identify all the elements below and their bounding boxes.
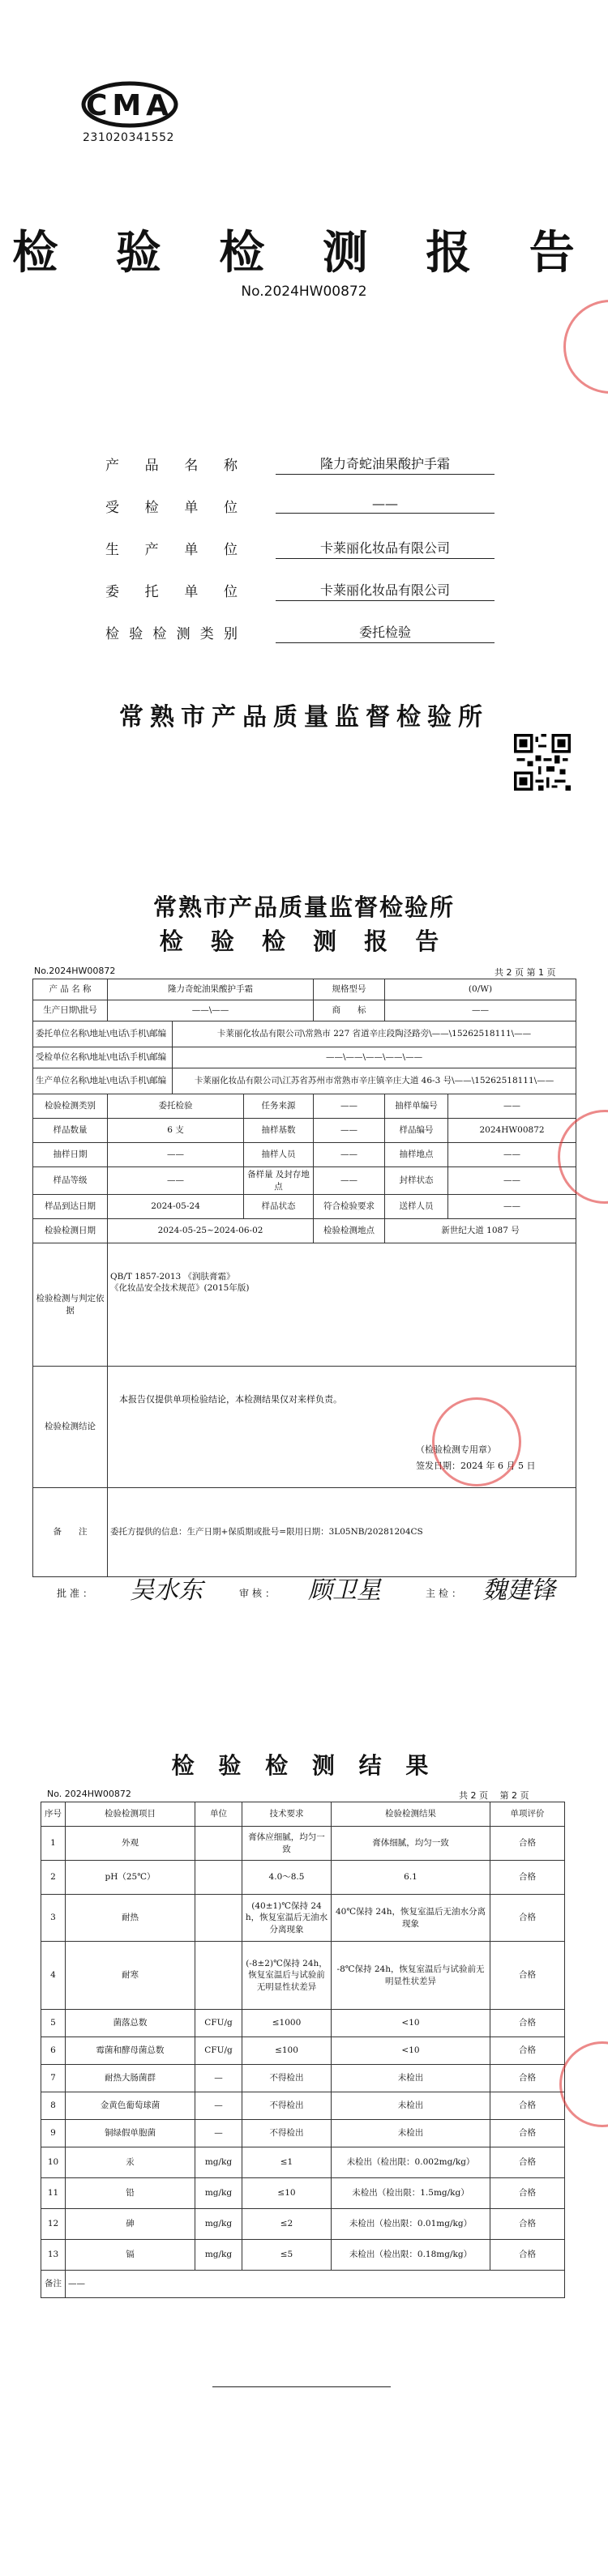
cell-label: 检验检测与判定依据 bbox=[33, 1243, 108, 1367]
cell-item: 耐热大肠菌群 bbox=[66, 2065, 195, 2092]
cell-label: 检验检测类别 bbox=[33, 1094, 108, 1119]
cell-result: 40℃保持 24h，恢复室温后无油水分离现象 bbox=[332, 1895, 490, 1942]
field-client bbox=[105, 580, 503, 604]
cell-unit: mg/kg bbox=[195, 2240, 242, 2271]
issue-date: 签发日期：2024 年 6 月 5 日 bbox=[416, 1461, 536, 1471]
cell-unit bbox=[195, 1827, 242, 1861]
red-seal-stamp bbox=[432, 1397, 521, 1486]
main-inspector-signature: 魏建锋 bbox=[482, 1576, 555, 1605]
cell-label: 样品状态 bbox=[244, 1195, 314, 1219]
cell-evaluation: 合格 bbox=[490, 1942, 565, 2010]
column-header: 检验检测项目 bbox=[66, 1802, 195, 1827]
field-value: 卡莱丽化妆品有限公司 bbox=[276, 580, 495, 601]
cell-value: ——\——\——\——\—— bbox=[173, 1047, 576, 1068]
cell-requirement: 4.0～8.5 bbox=[242, 1861, 332, 1895]
cell-result: -8℃保持 24h，恢复室温后与试验前无明显性状差异 bbox=[332, 1942, 490, 2010]
cell-label: 样品编号 bbox=[385, 1119, 448, 1143]
cell-evaluation: 合格 bbox=[490, 2240, 565, 2271]
cell-no: 8 bbox=[41, 2092, 66, 2120]
report-info-table bbox=[32, 979, 576, 1577]
conclusion-cell bbox=[108, 1367, 576, 1488]
svg-text:CMA: CMA bbox=[85, 89, 174, 122]
report-number: No.2024HW00872 bbox=[241, 284, 367, 300]
cell-no: 12 bbox=[41, 2209, 66, 2240]
table-row bbox=[41, 2240, 565, 2271]
table-row bbox=[41, 2178, 565, 2209]
cell-value: ——\—— bbox=[108, 1000, 314, 1021]
cell-no: 5 bbox=[41, 2010, 66, 2037]
cell-evaluation: 合格 bbox=[490, 1861, 565, 1895]
cell-evaluation: 合格 bbox=[490, 2147, 565, 2178]
cell-label: 受检单位名称\地址\电话\手机\邮编 bbox=[33, 1047, 173, 1068]
cell-evaluation: 合格 bbox=[490, 2209, 565, 2240]
cell-result: 膏体细腻，均匀一致 bbox=[332, 1827, 490, 1861]
cma-logo bbox=[81, 81, 178, 128]
field-value: 隆力奇蛇油果酸护手霜 bbox=[276, 454, 495, 475]
cell-value: —— bbox=[314, 1167, 385, 1195]
cell-label: 产 品 名 称 bbox=[33, 979, 108, 1000]
cell-value: —— bbox=[448, 1195, 576, 1219]
cell-value: —— bbox=[448, 1167, 576, 1195]
cell-requirement: ≤1 bbox=[242, 2147, 332, 2178]
cell-requirement: (-8±2)℃保持 24h，恢复室温后与试验前无明显性状差异 bbox=[242, 1942, 332, 2010]
cell-label: 任务来源 bbox=[244, 1094, 314, 1119]
cell-label: 检验检测结论 bbox=[33, 1367, 108, 1488]
cell-no: 7 bbox=[41, 2065, 66, 2092]
cell-result: <10 bbox=[332, 2010, 490, 2037]
field-label: 生 产 单 位 bbox=[105, 542, 239, 558]
field-label: 产 品 名 称 bbox=[105, 458, 239, 474]
table-row bbox=[41, 2092, 565, 2120]
report-number: No.2024HW00872 bbox=[34, 966, 116, 976]
cell-unit: mg/kg bbox=[195, 2209, 242, 2240]
cell-value: —— bbox=[108, 1143, 244, 1167]
cell-unit bbox=[195, 1861, 242, 1895]
field-label: 委 托 单 位 bbox=[105, 584, 239, 600]
cell-label: 样品数量 bbox=[33, 1119, 108, 1143]
cell-value: —— bbox=[314, 1119, 385, 1143]
field-value: 委托检验 bbox=[276, 622, 495, 643]
table-row bbox=[33, 1167, 576, 1195]
table-row bbox=[41, 1827, 565, 1861]
cell-evaluation: 合格 bbox=[490, 2037, 565, 2065]
report-number: No. 2024HW00872 bbox=[47, 1789, 131, 1799]
cell-result: 未检出（检出限：0.01mg/kg） bbox=[332, 2209, 490, 2240]
cell-result: 未检出 bbox=[332, 2065, 490, 2092]
field-label: 检验检测类别 bbox=[105, 626, 239, 642]
cell-label: 抽样人员 bbox=[244, 1143, 314, 1167]
institution-name: 常熟市产品质量监督检验所 bbox=[119, 703, 489, 731]
cell-label: 商 标 bbox=[314, 1000, 385, 1021]
field-product-name bbox=[105, 454, 503, 478]
cell-value: 2024-05-24 bbox=[108, 1195, 244, 1219]
cell-label: 样品等级 bbox=[33, 1167, 108, 1195]
cell-evaluation: 合格 bbox=[490, 2065, 565, 2092]
cell-item: 外观 bbox=[66, 1827, 195, 1861]
cell-no: 10 bbox=[41, 2147, 66, 2178]
cell-value: —— bbox=[385, 1000, 576, 1021]
cell-value: —— bbox=[314, 1094, 385, 1119]
cell-evaluation: 合格 bbox=[490, 1895, 565, 1942]
cell-value: —— bbox=[448, 1143, 576, 1167]
cell-unit bbox=[195, 1942, 242, 2010]
cell-requirement: ≤100 bbox=[242, 2037, 332, 2065]
table-row bbox=[33, 1219, 576, 1243]
cell-value: 2024HW00872 bbox=[448, 1119, 576, 1143]
results-title: 检 验 检 测 结 果 bbox=[171, 1752, 437, 1779]
field-value: —— bbox=[276, 496, 495, 514]
field-producer bbox=[105, 538, 503, 562]
cell-item: 菌落总数 bbox=[66, 2010, 195, 2037]
field-value: 卡莱丽化妆品有限公司 bbox=[276, 538, 495, 559]
table-row bbox=[41, 1895, 565, 1942]
cell-label: 备 注 bbox=[33, 1488, 108, 1577]
cell-item: 霉菌和酵母菌总数 bbox=[66, 2037, 195, 2065]
cell-unit: — bbox=[195, 2065, 242, 2092]
cell-evaluation: 合格 bbox=[490, 2120, 565, 2147]
cell-requirement: ≤10 bbox=[242, 2178, 332, 2209]
column-header: 技术要求 bbox=[242, 1802, 332, 1827]
cell-no: 9 bbox=[41, 2120, 66, 2147]
cell-label: 生产日期\批号 bbox=[33, 1000, 108, 1021]
cell-unit: — bbox=[195, 2092, 242, 2120]
cell-unit: mg/kg bbox=[195, 2178, 242, 2209]
table-row bbox=[41, 2147, 565, 2178]
field-inspection-type bbox=[105, 622, 503, 646]
table-row bbox=[33, 979, 576, 1000]
table-row bbox=[33, 1047, 576, 1068]
cell-value: 2024-05-25~2024-06-02 bbox=[108, 1219, 314, 1243]
cell-label: 检验检测地点 bbox=[314, 1219, 385, 1243]
results-table bbox=[41, 1802, 565, 2298]
review-signature: 顾卫星 bbox=[308, 1576, 381, 1605]
institution-title: 常熟市产品质量监督检验所 bbox=[152, 893, 455, 921]
table-row bbox=[41, 2120, 565, 2147]
cell-value: —— bbox=[314, 1143, 385, 1167]
table-row bbox=[33, 1094, 576, 1119]
cell-unit bbox=[195, 1895, 242, 1942]
column-header: 序号 bbox=[41, 1802, 66, 1827]
table-row bbox=[33, 1243, 576, 1367]
cell-unit: CFU/g bbox=[195, 2037, 242, 2065]
cell-item: 砷 bbox=[66, 2209, 195, 2240]
cell-result: 未检出（检出限：0.18mg/kg） bbox=[332, 2240, 490, 2271]
cell-value: (0/W) bbox=[385, 979, 576, 1000]
basis-standard-2: 《化妆品安全技术规范》(2015年版) bbox=[110, 1283, 250, 1294]
cell-requirement: 不得检出 bbox=[242, 2120, 332, 2147]
table-row bbox=[41, 2065, 565, 2092]
cell-item: 汞 bbox=[66, 2147, 195, 2178]
cell-item: pH（25℃） bbox=[66, 1861, 195, 1895]
field-inspected-unit bbox=[105, 496, 503, 520]
cell-label: 抽样地点 bbox=[385, 1143, 448, 1167]
remark-value: —— bbox=[66, 2271, 565, 2298]
cma-number: 231020341552 bbox=[83, 131, 174, 144]
cell-unit: mg/kg bbox=[195, 2147, 242, 2178]
table-header-row bbox=[41, 1802, 565, 1827]
page-info: 共 2 页 第 2 页 bbox=[459, 1790, 529, 1801]
cell-requirement: 不得检出 bbox=[242, 2092, 332, 2120]
table-row bbox=[33, 1119, 576, 1143]
table-row bbox=[33, 1000, 576, 1021]
red-seal-stamp bbox=[559, 2041, 608, 2127]
cell-requirement: ≤5 bbox=[242, 2240, 332, 2271]
cell-no: 11 bbox=[41, 2178, 66, 2209]
cover-title: 检 验 检 测 报 告 bbox=[12, 226, 596, 279]
cell-label: 生产单位名称\地址\电话\手机\邮编 bbox=[33, 1068, 173, 1094]
cell-value: 卡莱丽化妆品有限公司\常熟市 227 省道辛庄段陶泾路旁\——\15262518111\—— bbox=[173, 1021, 576, 1047]
cell-requirement: ≤1000 bbox=[242, 2010, 332, 2037]
cell-result: 未检出 bbox=[332, 2120, 490, 2147]
cell-unit: CFU/g bbox=[195, 2010, 242, 2037]
cell-item: 铜绿假单胞菌 bbox=[66, 2120, 195, 2147]
cell-evaluation: 合格 bbox=[490, 2178, 565, 2209]
cell-label: 封样状态 bbox=[385, 1167, 448, 1195]
cell-evaluation: 合格 bbox=[490, 2010, 565, 2037]
cell-unit: — bbox=[195, 2120, 242, 2147]
cell-requirement: ≤2 bbox=[242, 2209, 332, 2240]
approve-signature: 吴水东 bbox=[130, 1576, 203, 1605]
remark-label: 备注 bbox=[41, 2271, 66, 2298]
cell-value: —— bbox=[448, 1094, 576, 1119]
report-title: 检 验 检 测 报 告 bbox=[159, 928, 449, 955]
cell-value: 符合检验要求 bbox=[314, 1195, 385, 1219]
column-header: 单项评价 bbox=[490, 1802, 565, 1827]
cell-requirement: (40±1)℃保持 24h，恢复室温后无油水分离现象 bbox=[242, 1895, 332, 1942]
cell-label: 委托单位名称\地址\电话\手机\邮编 bbox=[33, 1021, 173, 1047]
table-row bbox=[41, 2271, 565, 2298]
table-row bbox=[41, 1942, 565, 2010]
table-row bbox=[41, 2010, 565, 2037]
review-label: 审核： bbox=[239, 1588, 279, 1599]
table-row bbox=[33, 1068, 576, 1094]
cell-no: 1 bbox=[41, 1827, 66, 1861]
cell-evaluation: 合格 bbox=[490, 2092, 565, 2120]
cell-value: 隆力奇蛇油果酸护手霜 bbox=[108, 979, 314, 1000]
end-rule bbox=[212, 2386, 391, 2387]
report-page-1 bbox=[0, 842, 608, 1685]
cell-value: —— bbox=[108, 1167, 244, 1195]
report-page-2 bbox=[0, 1685, 608, 2576]
cell-no: 3 bbox=[41, 1895, 66, 1942]
cell-item: 镉 bbox=[66, 2240, 195, 2271]
page-info: 共 2 页 第 1 页 bbox=[495, 967, 556, 978]
basis-standard-1: QB/T 1857-2013 《润肤膏霜》 bbox=[110, 1272, 235, 1282]
cell-label: 样品到达日期 bbox=[33, 1195, 108, 1219]
field-label: 受 检 单 位 bbox=[105, 500, 239, 516]
cell-value: 6 支 bbox=[108, 1119, 244, 1143]
red-seal-stamp bbox=[563, 300, 608, 394]
cell-item: 金黄色葡萄球菌 bbox=[66, 2092, 195, 2120]
cell-no: 4 bbox=[41, 1942, 66, 2010]
cell-item: 耐热 bbox=[66, 1895, 195, 1942]
table-row bbox=[33, 1021, 576, 1047]
cell-label: 检验检测日期 bbox=[33, 1219, 108, 1243]
column-header: 检验检测结果 bbox=[332, 1802, 490, 1827]
cell-value: 新世纪大道 1087 号 bbox=[385, 1219, 576, 1243]
cell-no: 6 bbox=[41, 2037, 66, 2065]
cell-item: 铅 bbox=[66, 2178, 195, 2209]
table-row bbox=[33, 1488, 576, 1577]
cell-label: 抽样基数 bbox=[244, 1119, 314, 1143]
cell-label: 抽样日期 bbox=[33, 1143, 108, 1167]
table-row bbox=[41, 1861, 565, 1895]
table-row bbox=[41, 2209, 565, 2240]
approve-label: 批准： bbox=[57, 1588, 96, 1599]
cell-value: 委托检验 bbox=[108, 1094, 244, 1119]
cell-result: 未检出 bbox=[332, 2092, 490, 2120]
cell-no: 13 bbox=[41, 2240, 66, 2271]
cover-page bbox=[0, 0, 608, 842]
qr-code-icon bbox=[514, 734, 571, 791]
cell-requirement: 膏体应细腻，均匀一致 bbox=[242, 1827, 332, 1861]
table-row bbox=[41, 2037, 565, 2065]
cell-result: 6.1 bbox=[332, 1861, 490, 1895]
column-header: 单位 bbox=[195, 1802, 242, 1827]
cell-item: 耐寒 bbox=[66, 1942, 195, 2010]
cell-requirement: 不得检出 bbox=[242, 2065, 332, 2092]
special-seal-note: （检验检测专用章） bbox=[416, 1444, 496, 1455]
cell-label: 备样量 及封存地点 bbox=[244, 1167, 314, 1195]
cell-label: 规格型号 bbox=[314, 979, 385, 1000]
cell-result: <10 bbox=[332, 2037, 490, 2065]
table-row bbox=[33, 1143, 576, 1167]
cell-result: 未检出（检出限：1.5mg/kg） bbox=[332, 2178, 490, 2209]
table-row bbox=[33, 1195, 576, 1219]
cell-value: 卡莱丽化妆品有限公司\江苏省苏州市常熟市辛庄镇辛庄大道 46-3 号\——\15262518111\—— bbox=[173, 1068, 576, 1094]
main-inspector-label: 主检： bbox=[426, 1588, 465, 1599]
conclusion-text: 本报告仅提供单项检验结论，本检测结果仅对来样负责。 bbox=[119, 1394, 342, 1405]
cell-value: 委托方提供的信息：生产日期+保质期或批号=限用日期：3L05NB/20281204CS bbox=[108, 1488, 576, 1577]
cell-evaluation: 合格 bbox=[490, 1827, 565, 1861]
cell-result: 未检出（检出限：0.002mg/kg） bbox=[332, 2147, 490, 2178]
cell-label: 送样人员 bbox=[385, 1195, 448, 1219]
cell-label: 抽样单编号 bbox=[385, 1094, 448, 1119]
cell-value bbox=[108, 1243, 576, 1367]
cell-no: 2 bbox=[41, 1861, 66, 1895]
table-row bbox=[33, 1367, 576, 1488]
